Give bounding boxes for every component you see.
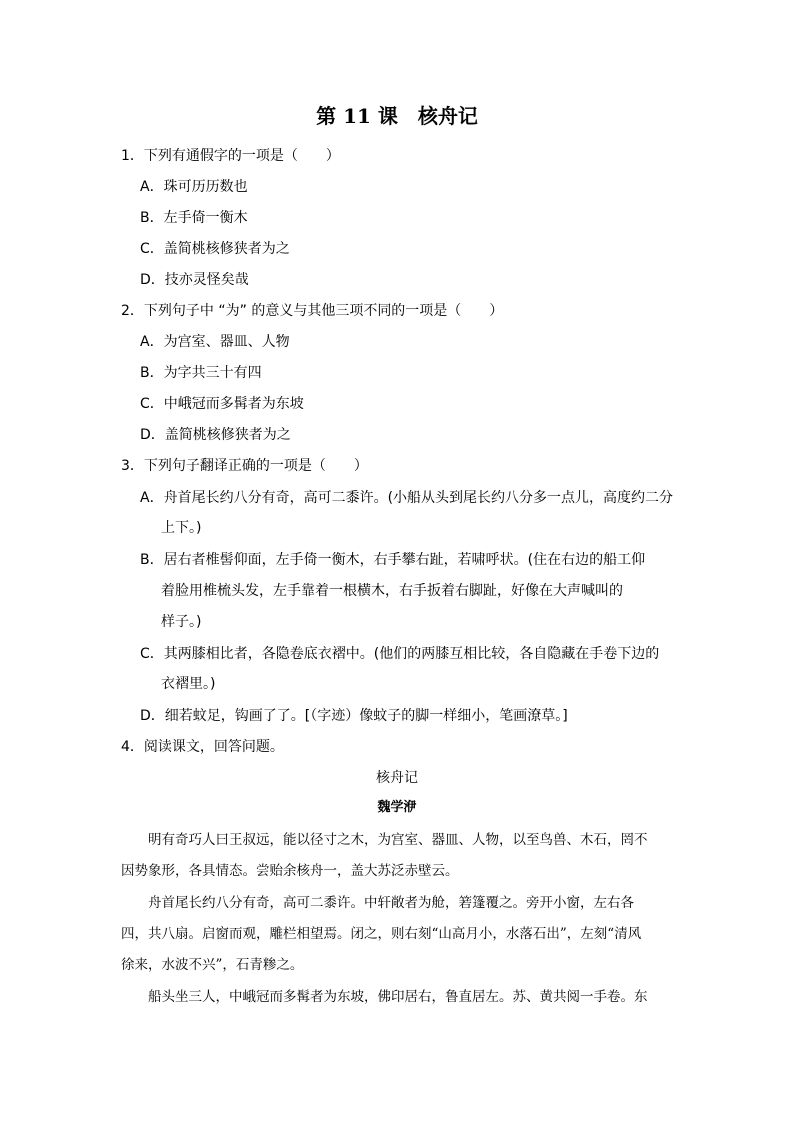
question-2-option-b: B．为字共三十有四 [140,365,262,381]
question-3-option-b-cont: 着脸用椎梳头发，左手靠着一根横木，右手扳着右脚趾，好像在大声喊叫的 [161,583,623,599]
question-1-option-c: C．盖简桃核修狭者为之 [140,241,290,257]
passage-line: 舟首尾长约八分有奇，高可二黍许。中轩敞者为舱，箬篷覆之。旁开小窗，左右各 [121,895,634,911]
question-3-option-b: B．居右者椎髻仰面，左手倚一衡木，右手攀右趾，若啸呼状。(住在右边的船工仰 [140,552,646,568]
passage-line: 徐来，水波不兴”，石青糁之。 [121,957,304,973]
question-3-option-a-cont: 上下。) [161,520,202,536]
lesson-title: 第 11 课 核舟记 [316,104,478,128]
question-2-stem: 2．下列句子中 “为” 的意义与其他三项不同的一项是（ ） [121,303,504,319]
passage-title: 核舟记 [376,770,418,786]
question-3-option-d: D．细若蚊足，钩画了了。[（字迹）像蚊子的脚一样细小，笔画潦草。] [140,708,568,724]
question-3-option-a: A．舟首尾长约八分有奇，高可二黍许。(小船从头到尾长约八分多一点儿，高度约二分 [140,490,674,506]
question-2-option-c: C．中峨冠而多髯者为东坡 [140,396,304,412]
question-1-stem: 1．下列有通假字的一项是（ ） [121,148,340,164]
question-1-option-b: B．左手倚一衡木 [140,210,248,226]
passage-line: 船头坐三人，中峨冠而多髯者为东坡，佛印居右，鲁直居左。苏、黄共阅一手卷。东 [121,989,648,1005]
question-2-option-d: D．盖简桃核修狭者为之 [140,427,291,443]
question-4-stem: 4．阅读课文，回答问题。 [121,739,284,755]
question-1-option-a: A．珠可历历数也 [140,179,248,195]
question-1-option-d: D．技亦灵怪矣哉 [140,272,249,288]
question-3-option-c: C．其两膝相比者，各隐卷底衣褶中。(他们的两膝互相比较，各自隐藏在手卷下边的 [140,646,660,662]
passage-author: 魏学洢 [377,800,417,815]
question-3-option-b-cont2: 样子。) [161,614,202,630]
passage-line: 因势象形，各具情态。尝贻余核舟一，盖大苏泛赤壁云。 [121,863,459,879]
question-2-option-a: A．为宫室、器皿、人物 [140,334,290,350]
question-3-option-c-cont: 衣褶里。) [161,676,216,692]
passage-line: 明有奇巧人曰王叔远，能以径寸之木，为宫室、器皿、人物，以至鸟兽、木石，罔不 [121,832,648,848]
question-3-stem: 3．下列句子翻译正确的一项是（ ） [121,458,368,474]
passage-line: 四，共八扇。启窗而观，雕栏相望焉。闭之，则右刻“山高月小，水落石出”，左刻“清风 [121,926,642,942]
